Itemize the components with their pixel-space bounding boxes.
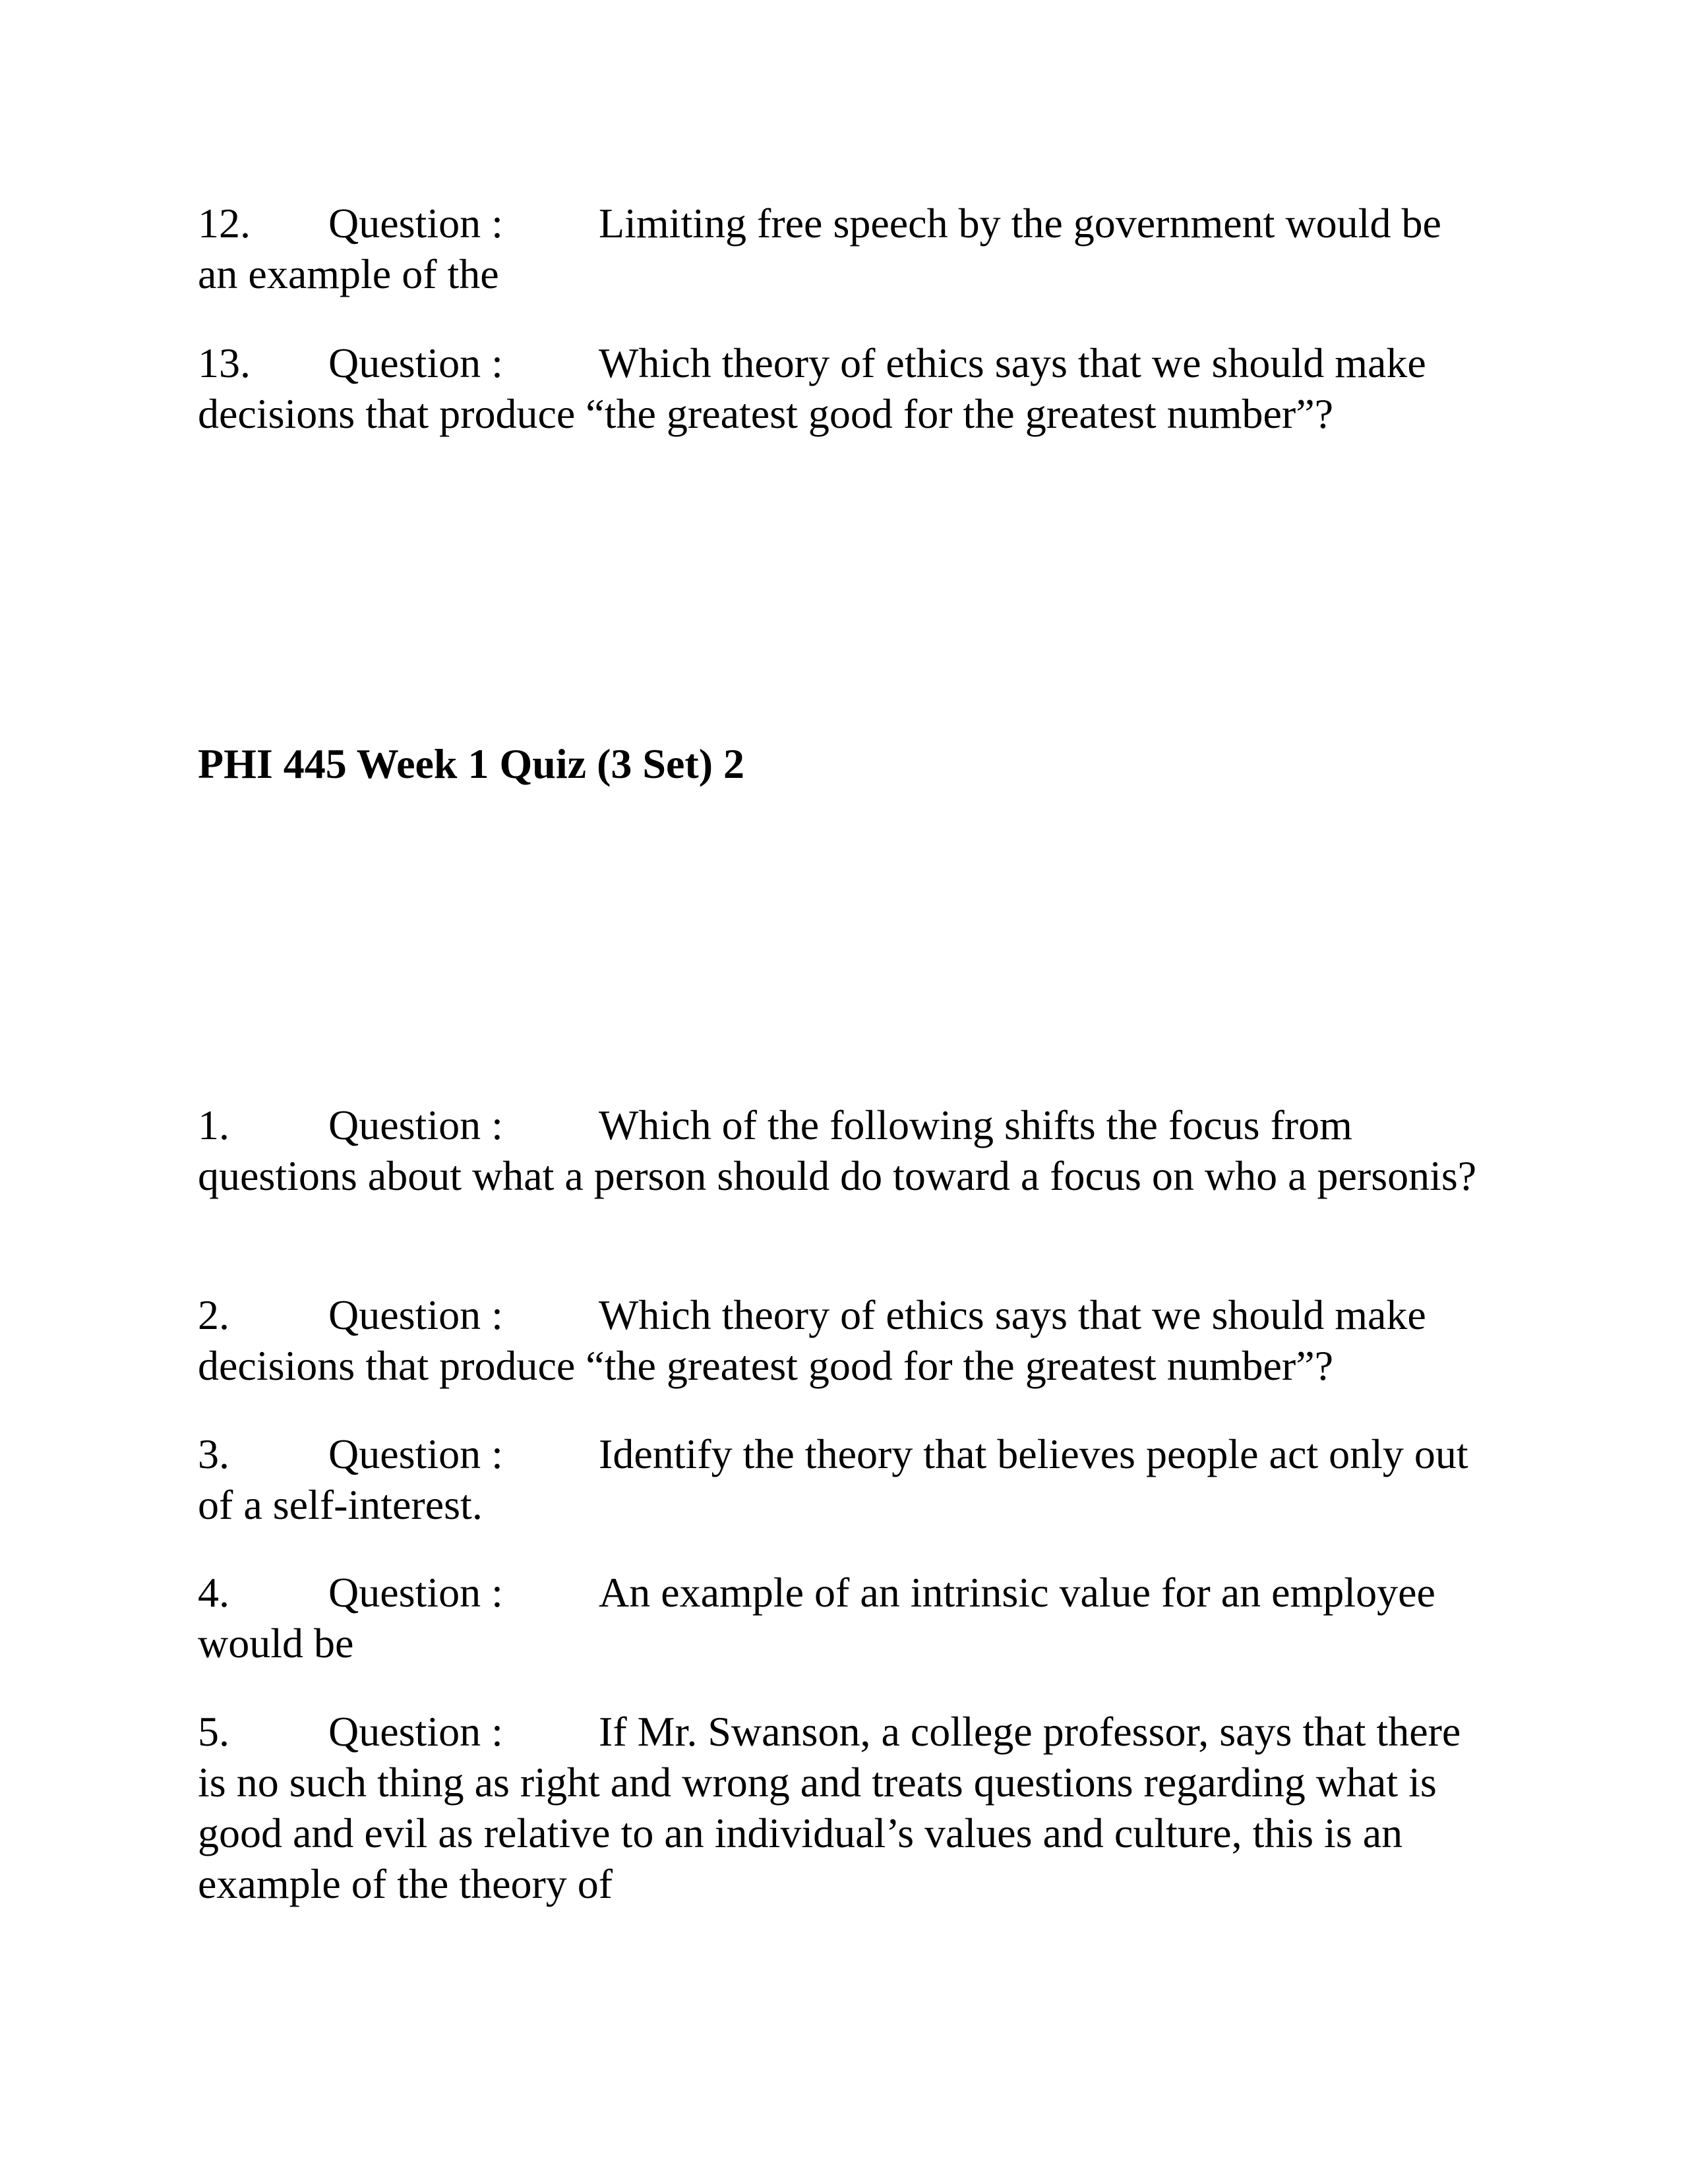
question-number: 2. <box>198 1291 229 1338</box>
question-5 <box>198 1706 1484 1909</box>
question-label: Question : <box>328 339 503 386</box>
question-text: Identify the theory that believes people act only out of a self-interest. <box>198 1431 1468 1528</box>
question-number: 5. <box>198 1708 229 1755</box>
question-13 <box>198 338 1484 439</box>
question-text: Which theory of ethics says that we should make decisions that produce “the greatest good for the greatest number”? <box>198 1291 1426 1389</box>
quiz-heading: PHI 445 Week 1 Quiz (3 Set) 2 <box>198 740 744 787</box>
question-12 <box>198 198 1484 299</box>
question-label: Question : <box>328 200 503 247</box>
question-text: An example of an intrinsic value for an employee would be <box>198 1569 1435 1667</box>
question-text: Which of the following shifts the focus from questions about what a person should do toward a focus on who a personis? <box>198 1102 1477 1199</box>
question-number: 3. <box>198 1431 229 1477</box>
question-label: Question : <box>328 1569 503 1616</box>
question-label: Question : <box>328 1102 503 1148</box>
question-number: 1. <box>198 1102 229 1148</box>
question-number: 12. <box>198 200 251 247</box>
question-text: Limiting free speech by the government would be an example of the <box>198 200 1441 297</box>
question-text: If Mr. Swanson, a college professor, says that there is no such thing as right and wrong and treats questions regarding what is good and evil as relative to an individual’s values and culture, this is an example of the theory of <box>198 1708 1461 1907</box>
question-3 <box>198 1429 1484 1530</box>
question-2 <box>198 1289 1484 1391</box>
question-number: 4. <box>198 1569 229 1616</box>
question-1 <box>198 1100 1484 1201</box>
question-label: Question : <box>328 1708 503 1755</box>
question-4 <box>198 1567 1484 1668</box>
question-text: Which theory of ethics says that we should make decisions that produce “the greatest good for the greatest number”? <box>198 339 1426 437</box>
question-number: 13. <box>198 339 251 386</box>
question-label: Question : <box>328 1291 503 1338</box>
question-label: Question : <box>328 1431 503 1477</box>
